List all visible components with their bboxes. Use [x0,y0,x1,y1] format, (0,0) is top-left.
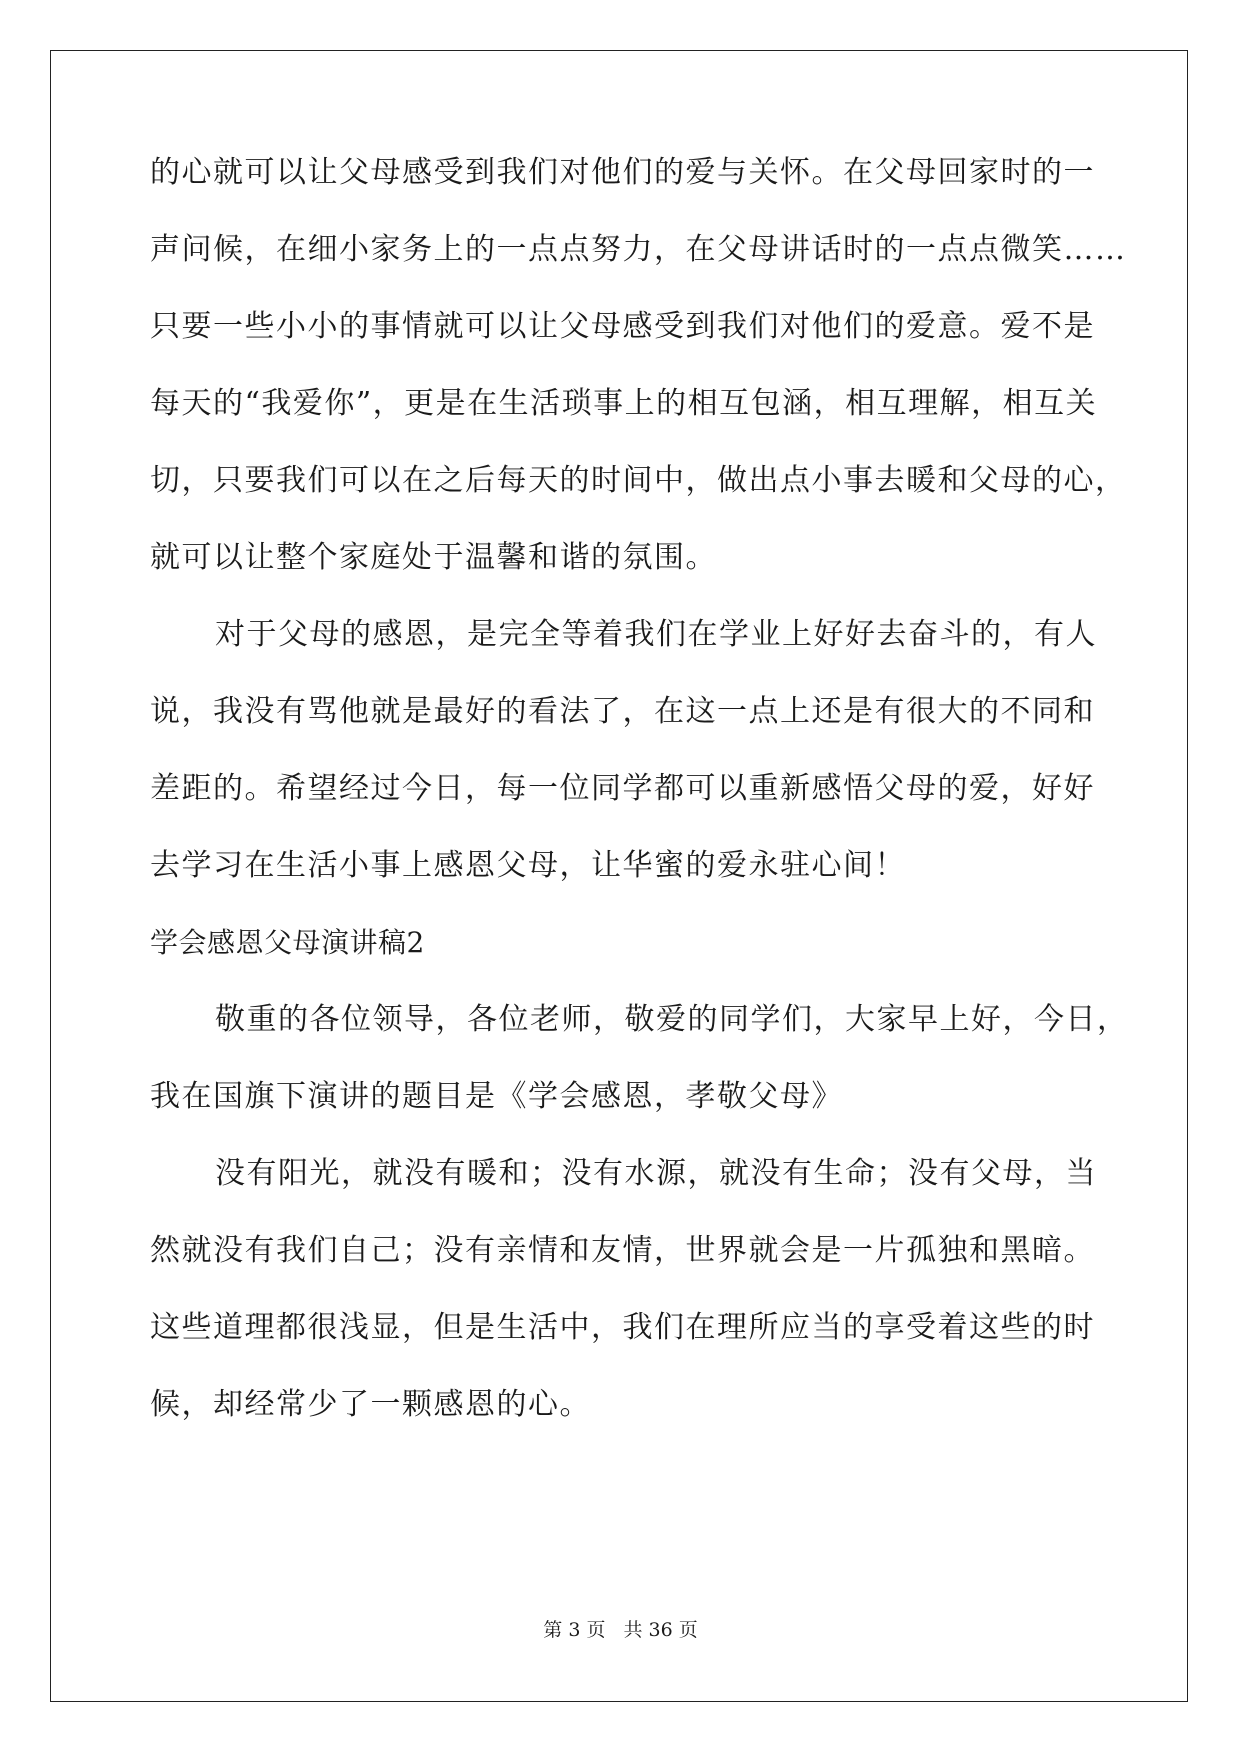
paragraph-line: 就可以让整个家庭处于温馨和谐的氛围。 [150,540,717,575]
page-total: 共 36 页 [623,1619,698,1641]
paragraph-line: 差距的。希望经过今日，每一位同学都可以重新感悟父母的爱，好好 [150,771,1095,806]
paragraph-line: 只要一些小小的事情就可以让父母感受到我们对他们的爱意。爱不是 [150,309,1095,344]
paragraph-line: 这些道理都很浅显，但是生活中，我们在理所应当的享受着这些的时 [150,1310,1095,1345]
section-heading: 学会感恩父母演讲稿2 [150,926,425,959]
paragraph-line: 声问候，在细小家务上的一点点努力，在父母讲话时的一点点微笑…… [150,232,1127,267]
paragraph-line: 候，却经常少了一颗感恩的心。 [150,1387,591,1422]
paragraph-line: 说，我没有骂他就是最好的看法了，在这一点上还是有很大的不同和 [150,694,1095,729]
paragraph-line: 对于父母的感恩，是完全等着我们在学业上好好去奋斗的，有人 [215,617,1097,652]
paragraph-line: 的心就可以让父母感受到我们对他们的爱与关怀。在父母回家时的一 [150,155,1095,190]
paragraph-line: 去学习在生活小事上感恩父母，让华蜜的爱永驻心间！ [150,848,906,883]
paragraph-line: 切，只要我们可以在之后每天的时间中，做出点小事去暖和父母的心， [150,463,1127,498]
page-number: 第 3 页 [543,1619,606,1641]
page-footer [0,1618,1241,1642]
paragraph-line: 没有阳光，就没有暖和；没有水源，就没有生命；没有父母，当 [215,1156,1097,1191]
paragraph-line: 敬重的各位领导，各位老师，敬爱的同学们，大家早上好，今日， [215,1002,1129,1037]
paragraph-line: 我在国旗下演讲的题目是《学会感恩，孝敬父母》 [150,1079,843,1114]
paragraph-line: 每天的“我爱你”，更是在生活琐事上的相互包涵，相互理解，相互关 [150,386,1098,421]
paragraph-line: 然就没有我们自己；没有亲情和友情，世界就会是一片孤独和黑暗。 [150,1233,1095,1268]
